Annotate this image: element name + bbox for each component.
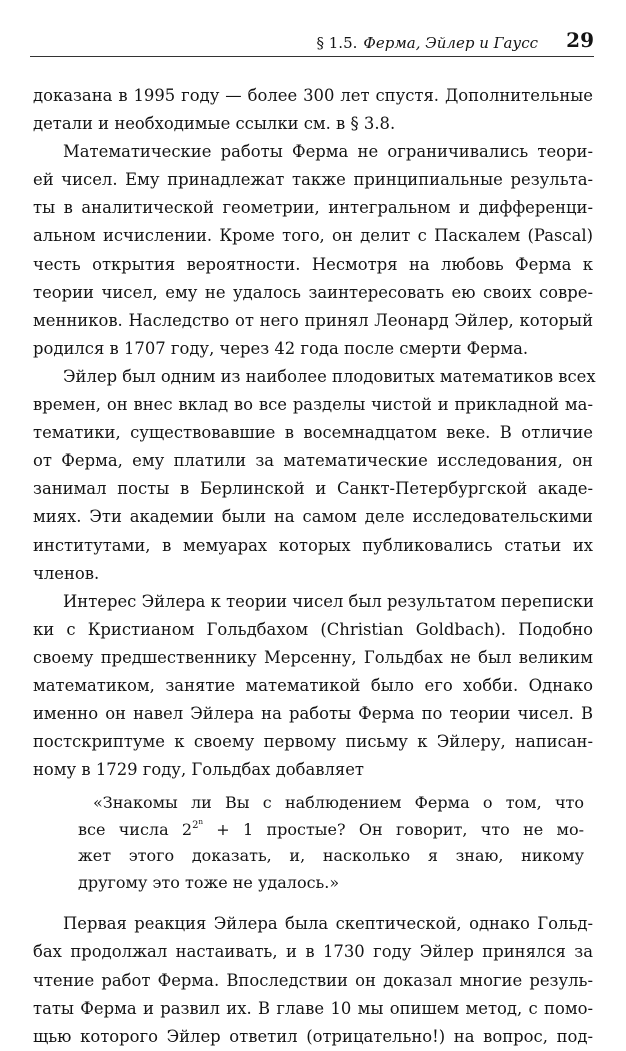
page-body [33, 82, 596, 1051]
exponent-base: 2 [192, 819, 199, 831]
text-line: математиком, занятие математикой было его хобби. Однако [33, 675, 593, 695]
text-line: ки с Кристианом Гольдбахом (Christian Goldbach). Подобно [33, 619, 593, 639]
quote-line-formula [33, 817, 593, 844]
page-number: 29 [566, 28, 594, 52]
text-line: родился в 1707 году, через 42 года после смерти Ферма. [33, 338, 529, 358]
text-line: альном исчислении. Кроме того, он делит с Паскалем (Pascal) [33, 226, 593, 246]
text-line: времен, он внес вклад во все разделы чистой и прикладной ма- [33, 395, 593, 415]
quote-line: «Знакомы ли Вы с наблюдением Ферма о том, что [93, 793, 584, 813]
text-line: своему предшественнику Мерсенну, Гольдбах не был великим [33, 647, 593, 667]
section-title: Ферма, Эйлер и Гаусс [363, 34, 538, 52]
text-line: чтение работ Ферма. Впоследствии он доказал многие резуль- [33, 970, 593, 990]
quote-text: все числа 2 [78, 819, 193, 839]
text-line: от Ферма, ему платили за математические исследования, он [33, 451, 593, 471]
text-line: занимал посты в Берлинской и Санкт-Петербургской акаде- [33, 479, 593, 499]
quote-line: жет этого доказать, и, насколько я знаю, никому [78, 846, 584, 866]
paragraph-1 [33, 82, 593, 138]
paragraph-5 [33, 910, 593, 1050]
quote-line: другому это тоже не удалось.» [78, 872, 340, 892]
text-line: щью которого Эйлер ответил (отрицательно!) на вопрос, под- [33, 1026, 593, 1046]
text-line: ному в 1729 году, Гольдбах добавляет [33, 760, 364, 780]
text-line: Первая реакция Эйлера была скептической, однако Гольд- [63, 914, 593, 934]
text-line: Эйлер был одним из наиболее плодовитых математиков всех [63, 366, 596, 386]
text-line: постскриптуме к своему первому письму к Эйлеру, написан- [33, 732, 593, 752]
text-line: ей чисел. Ему принадлежат также принципиальные результа- [33, 170, 593, 190]
text-line: именно он навел Эйлера на работы Ферма по теории чисел. В [33, 704, 593, 724]
exponent-n: n [198, 817, 203, 826]
text-line: честь открытия вероятности. Несмотря на любовь Ферма к [33, 254, 593, 274]
text-line: членов. [33, 563, 100, 583]
exponent [192, 817, 203, 831]
block-quote [33, 790, 593, 896]
section-heading [317, 34, 539, 52]
text-line: детали и необходимые ссылки см. в § 3.8. [33, 114, 396, 134]
text-line: менников. Наследство от него принял Леонард Эйлер, который [33, 310, 593, 330]
text-line: Интерес Эйлера к теории чисел был результатом переписки [63, 591, 594, 611]
running-header [30, 26, 594, 57]
quote-text: + 1 простые? Он говорит, что не мо- [203, 819, 584, 839]
text-line: таты Ферма и развил их. В главе 10 мы опишем метод, с помо- [33, 998, 593, 1018]
text-line: доказана в 1995 году — более 300 лет спустя. Дополнительные [33, 86, 593, 105]
text-line: институтами, в мемуарах которых публиковались статьи их [33, 535, 593, 555]
text-line: ты в аналитической геометрии, интегральном и дифференци- [33, 198, 593, 218]
text-line: Математические работы Ферма не ограничивались теори- [63, 142, 593, 162]
paragraph-3 [33, 363, 596, 588]
section-number: § 1.5. [316, 34, 358, 52]
text-line: миях. Эти академии были на самом деле исследовательскими [33, 507, 593, 527]
paragraph-4 [33, 588, 593, 785]
text-line: тематики, существовавшие в восемнадцатом веке. В отличие [33, 423, 593, 443]
paragraph-2 [33, 138, 593, 363]
text-line: теории чисел, ему не удалось заинтересовать ею своих совре- [33, 282, 593, 302]
text-line: бах продолжал настаивать, и в 1730 году Эйлер принялся за [33, 942, 593, 962]
